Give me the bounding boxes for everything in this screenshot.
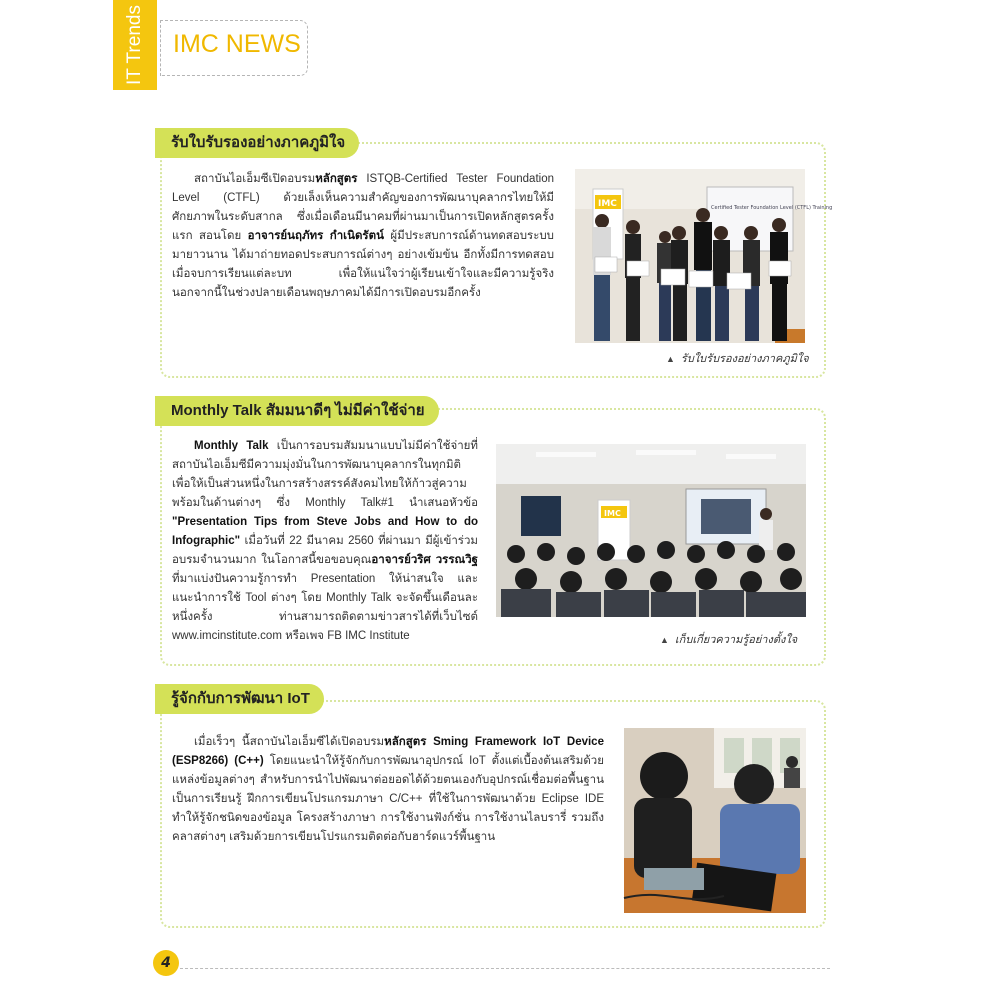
- side-tab-text: IT Trends: [124, 5, 145, 85]
- caption-monthly-talk: ▲ เก็บเกี่ยวความรู้อย่างตั้งใจ: [660, 634, 798, 646]
- photo-certificate-group: [575, 169, 833, 343]
- section-heading-iot: รู้จักกับการพัฒนา IoT: [155, 684, 324, 714]
- caption-certificate: ▲ รับใบรับรองอย่างภาคภูมิใจ: [666, 353, 809, 365]
- caption-triangle-icon: ▲: [666, 354, 675, 364]
- section-iot-paragraph: เมื่อเร็วๆ นี้สถาบันไอเอ็มซีได้เปิดอบรมหลักสูตร Sming Framework IoT Device (ESP8266) (C++) โดยแนะนำให้รู้จักกับการพัฒนาอุปกรณ์ IoT ตั้งแต่เบื้องต้นเสริมด้วยแหล่งข้อมูลต่างๆ สำหรับการนำไปพัฒนาต่อยอดได้ด้วยตนเองกับอุปกรณ์เชื่อมต่อพื้นฐาน เป็นการเรียนรู้ ฝึกการเขียนโปรแกรมภาษา C/C++ ที่ใช้ในการพัฒนาด้วย Eclipse IDE ทำให้รู้จักชนิดของข้อมูล โครงสร้างภาษา การใช้งานฟังก์ชั่น การใช้งานไลบรารี่ รวมถึงคลาสต่างๆ เสริมด้วยการเขียนโปรแกรมติดต่อกับฮาร์ดแวร์พื้นฐาน: [172, 736, 604, 843]
- section-heading-certificate: รับใบรับรองอย่างภาคภูมิใจ: [155, 128, 359, 158]
- imc-banner-text-2: IMC: [604, 509, 621, 518]
- photo-iot-workshop: [624, 728, 806, 913]
- imc-banner-text: IMC: [598, 199, 617, 209]
- page-header: [160, 20, 308, 76]
- side-tab: [113, 0, 157, 90]
- page-title: IMC NEWS: [173, 30, 301, 58]
- page-number: 4: [153, 950, 179, 976]
- section-certificate-paragraph: สถาบันไอเอ็มซีเปิดอบรมหลักสูตร ISTQB-Certified Tester Foundation Level (CTFL) ด้วยเล็งเห็นความสำคัญของการพัฒนาบุคลากรไทยให้มีศักยภาพในระดับสากล ซึ่งเมื่อเดือนมีนาคมที่ผ่านมาเป็นการเปิดหลักสูตรครั้งแรก สอนโดย อาจารย์นฤภัทร กำเนิดรัตน์ ผู้มีประสบการณ์ด้านทดสอบระบบมายาวนาน ได้มาถ่ายทอดประสบการณ์ต่างๆ อย่างเข้มข้น อีกทั้งมีการทดสอบเมื่อจบการเรียนแต่ละบท เพื่อให้แน่ใจว่าผู้เรียนเข้าใจและมีความรู้จริง นอกจากนี้ในช่วงปลายเดือนพฤษภาคมได้มีการเปิดอบรมอีกครั้ง: [172, 173, 554, 299]
- section-heading-monthly-talk: Monthly Talk สัมมนาดีๆ ไม่มีค่าใช้จ่าย: [155, 396, 439, 426]
- footer-divider: [180, 968, 830, 969]
- screen-text: Certified Tester Foundation Level (CTFL) Training: [711, 205, 833, 211]
- caption-triangle-icon: ▲: [660, 635, 669, 645]
- section-monthly-talk-paragraph: Monthly Talk เป็นการอบรมสัมมนาแบบไม่มีค่าใช้จ่ายที่สถาบันไอเอ็มซีมีความมุ่งมั่นในการพัฒนาบุคลากรในทุกมิติ เพื่อให้เป็นส่วนหนึ่งในการสร้างสรรค์สังคมไทยให้ก้าวสู่ความพร้อมในด้านต่างๆ ซึ่ง Monthly Talk#1 นำเสนอหัวข้อ "Presentation Tips from Steve Jobs and How to do Infographic" เมื่อวันที่ 22 มีนาคม 2560 ที่ผ่านมา มีผู้เข้าร่วมอบรมจำนวนมาก ในโอกาสนี้ขอขอบคุณอาจารย์วริศ วรรณวิฐ ที่มาแบ่งปันความรู้การทำ Presentation ให้น่าสนใจ และแนะนำการใช้ Tool ต่างๆ โดย Monthly Talk จะจัดขึ้นเดือนละหนึ่งครั้ง ท่านสามารถติดตามข่าวสารได้ที่เว็บไซต์ www.imcinstitute.com หรือเพจ FB IMC Institute: [172, 440, 478, 642]
- photo-seminar-audience: [496, 444, 806, 617]
